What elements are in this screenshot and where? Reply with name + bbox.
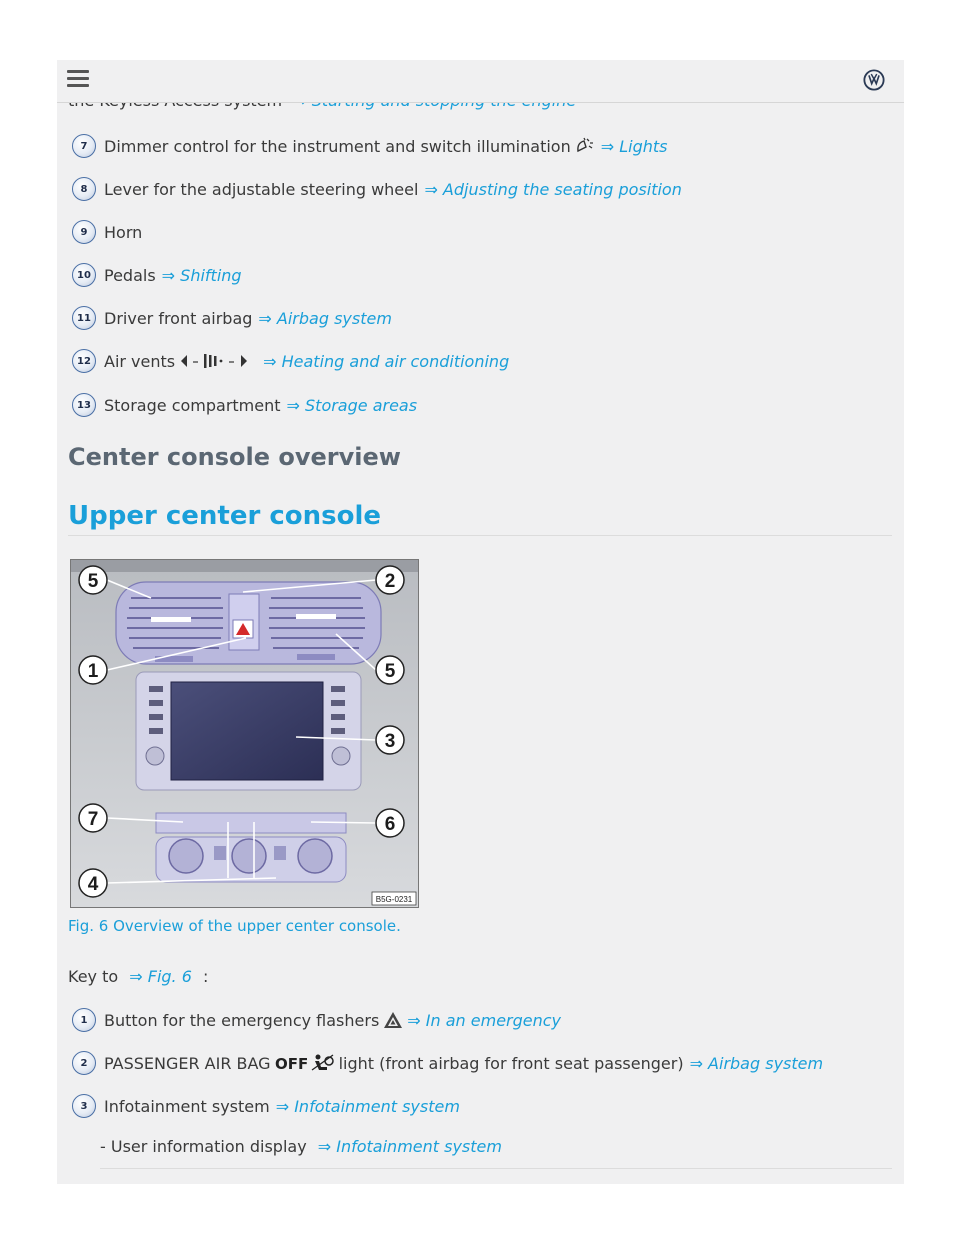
fig-6-link[interactable]: ⇒ Fig. 6 [129, 967, 192, 986]
airbag-system-link[interactable]: ⇒ Airbag system [258, 308, 392, 328]
lights-link[interactable]: ⇒ Lights [600, 136, 668, 156]
center-console-figure [70, 559, 419, 908]
heating-air-conditioning-link[interactable]: ⇒ Heating and air conditioning [263, 351, 510, 371]
callout-label: 7 [87, 809, 99, 830]
list-item [72, 304, 392, 332]
item-text: PASSENGER AIR BAG [104, 1053, 271, 1073]
item-text: Button for the emergency flashers [104, 1010, 380, 1030]
sub-item-text: - User information display [100, 1137, 307, 1156]
callout-number: 10 [72, 263, 96, 287]
callout-label: 4 [87, 874, 99, 895]
item-text: Dimmer control for the instrument and switch illumination [104, 136, 571, 156]
callout-label: 3 [384, 731, 396, 752]
callout-label: 5 [87, 571, 99, 592]
top-bar [57, 60, 904, 103]
vw-logo-icon[interactable] [863, 69, 885, 91]
item-text: Lever for the adjustable steering wheel [104, 179, 419, 199]
callout-number: 12 [72, 349, 96, 373]
airbag-off-icon [275, 1053, 335, 1073]
item-text: Air vents [104, 351, 176, 371]
key-to-text: Key to [68, 967, 119, 986]
figure-caption: Fig. 6 Overview of the upper center console. [68, 917, 401, 935]
callout-number: 7 [72, 134, 96, 158]
key-to-line [68, 967, 208, 986]
callout-label: 2 [384, 571, 396, 592]
callout-number: 8 [72, 177, 96, 201]
callout-number: 3 [72, 1094, 96, 1118]
callout-number: 9 [72, 220, 96, 244]
callout-label: 6 [384, 814, 396, 835]
list-item [72, 1049, 823, 1077]
divider [68, 535, 892, 536]
list-item [72, 347, 509, 375]
center-console-illustration [71, 560, 418, 907]
callout-label: 5 [384, 661, 396, 682]
callout-number: 2 [72, 1051, 96, 1075]
list-item [72, 1092, 460, 1120]
list-item [72, 1006, 561, 1034]
sub-list-item [100, 1137, 502, 1156]
section-title: Center console overview [68, 443, 401, 471]
seating-position-link[interactable]: ⇒ Adjusting the seating position [424, 179, 682, 199]
hazard-warning-icon [383, 1011, 403, 1029]
list-item [72, 218, 142, 246]
divider [100, 1168, 892, 1169]
item-text: Infotainment system [104, 1096, 270, 1116]
subsection-title: Upper center console [68, 501, 382, 531]
infotainment-system-link-2[interactable]: ⇒ Infotainment system [317, 1137, 502, 1156]
airbag-system-link[interactable]: ⇒ Airbag system [689, 1053, 824, 1073]
air-vents-icon [179, 352, 259, 370]
callout-label: 1 [87, 661, 99, 682]
svg-text:OFF: OFF [274, 1055, 308, 1073]
dimmer-icon [575, 137, 597, 155]
shifting-link[interactable]: ⇒ Shifting [161, 265, 242, 285]
list-item [72, 132, 667, 160]
key-to-colon: : [203, 967, 209, 986]
item-text-continued: light (front airbag for front seat passenger) [338, 1053, 684, 1073]
callout-number: 13 [72, 393, 96, 417]
storage-areas-link[interactable]: ⇒ Storage areas [286, 395, 418, 415]
item-text: Storage compartment [104, 395, 281, 415]
figure-code: B5G-0231 [375, 895, 413, 904]
in-an-emergency-link[interactable]: ⇒ In an emergency [407, 1010, 562, 1030]
callout-number: 1 [72, 1008, 96, 1032]
item-text: Horn [104, 222, 143, 242]
hamburger-icon[interactable] [67, 70, 89, 88]
callout-number: 11 [72, 306, 96, 330]
item-text: Pedals [104, 265, 156, 285]
list-item [72, 175, 682, 203]
list-item [72, 391, 417, 419]
list-item [72, 261, 242, 289]
item-text: Driver front airbag [104, 308, 253, 328]
infotainment-system-link[interactable]: ⇒ Infotainment system [275, 1096, 460, 1116]
